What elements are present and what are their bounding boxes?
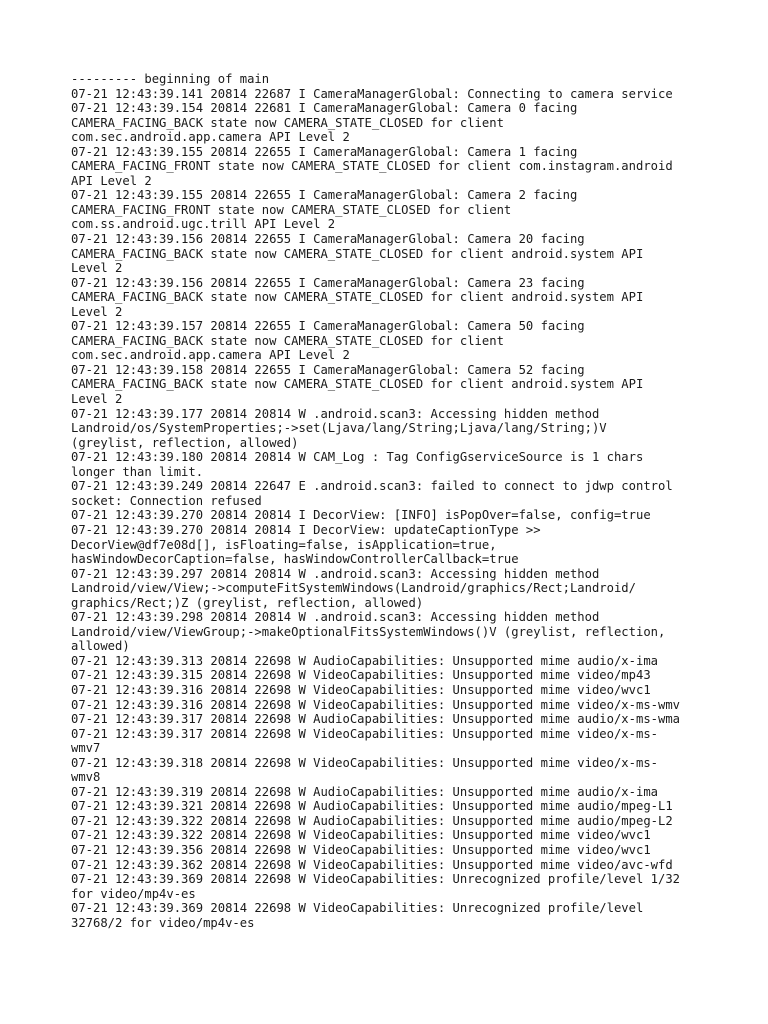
- log-line: 07-21 12:43:39.156 20814 22655 I CameraManagerGlobal: Camera 23 facing: [71, 275, 585, 290]
- log-line: 07-21 12:43:39.369 20814 22698 W VideoCapabilities: Unrecognized profile/level: [71, 901, 644, 916]
- log-line: 32768/2 for video/mp4v-es: [71, 915, 255, 930]
- log-line: DecorView@df7e08d[], isFloating=false, isApplication=true,: [71, 537, 497, 552]
- log-line: 07-21 12:43:39.157 20814 22655 I CameraManagerGlobal: Camera 50 facing: [71, 319, 585, 334]
- log-line: Landroid/view/ViewGroup;->makeOptionalFitsSystemWindows()V (greylist, reflection,: [71, 624, 666, 639]
- log-line: Level 2: [71, 392, 123, 407]
- log-line: 07-21 12:43:39.154 20814 22681 I CameraManagerGlobal: Camera 0 facing: [71, 101, 578, 116]
- log-line: (greylist, reflection, allowed): [71, 435, 299, 450]
- log-line: 07-21 12:43:39.270 20814 20814 I DecorView: [INFO] isPopOver=false, config=true: [71, 508, 651, 523]
- log-line: 07-21 12:43:39.369 20814 22698 W VideoCapabilities: Unrecognized profile/level 1/32: [71, 872, 681, 887]
- log-line: CAMERA_FACING_BACK state now CAMERA_STATE_CLOSED for client android.system API: [71, 290, 644, 305]
- log-line: 07-21 12:43:39.155 20814 22655 I CameraManagerGlobal: Camera 2 facing: [71, 188, 578, 203]
- log-line: 07-21 12:43:39.297 20814 20814 W .android.scan3: Accessing hidden method: [71, 566, 600, 581]
- log-line: --------- beginning of main: [71, 72, 270, 86]
- log-line: 07-21 12:43:39.298 20814 20814 W .android.scan3: Accessing hidden method: [71, 610, 600, 625]
- log-line: socket: Connection refused: [71, 493, 262, 508]
- log-line: 07-21 12:43:39.313 20814 22698 W AudioCapabilities: Unsupported mime audio/x-ima: [71, 653, 658, 668]
- log-line: 07-21 12:43:39.316 20814 22698 W VideoCapabilities: Unsupported mime video/x-ms-wmv: [71, 697, 681, 712]
- log-line: 07-21 12:43:39.270 20814 20814 I DecorView: updateCaptionType >>: [71, 522, 541, 537]
- log-line: 07-21 12:43:39.156 20814 22655 I CameraManagerGlobal: Camera 20 facing: [71, 232, 585, 247]
- log-line: 07-21 12:43:39.321 20814 22698 W AudioCapabilities: Unsupported mime audio/mpeg-L1: [71, 799, 673, 814]
- log-line: 07-21 12:43:39.322 20814 22698 W VideoCapabilities: Unsupported mime video/wvc1: [71, 828, 651, 843]
- log-line: wmv8: [71, 770, 101, 785]
- log-line: Level 2: [71, 261, 123, 276]
- log-line: com.sec.android.app.camera API Level 2: [71, 348, 350, 363]
- log-line: CAMERA_FACING_FRONT state now CAMERA_STATE_CLOSED for client com.instagram.android: [71, 159, 673, 174]
- log-line: 07-21 12:43:39.315 20814 22698 W VideoCapabilities: Unsupported mime video/mp43: [71, 668, 651, 683]
- log-text-block: [71, 72, 711, 930]
- log-line: Landroid/view/View;->computeFitSystemWindows(Landroid/graphics/Rect;Landroid/: [71, 581, 636, 596]
- log-line: CAMERA_FACING_BACK state now CAMERA_STATE_CLOSED for client android.system API: [71, 377, 644, 392]
- log-line: 07-21 12:43:39.362 20814 22698 W VideoCapabilities: Unsupported mime video/avc-wfd: [71, 857, 673, 872]
- log-line: Level 2: [71, 304, 123, 319]
- log-line: 07-21 12:43:39.141 20814 22687 I CameraManagerGlobal: Connecting to camera service: [71, 86, 673, 101]
- log-line: for video/mp4v-es: [71, 886, 196, 901]
- log-line: 07-21 12:43:39.180 20814 20814 W CAM_Log : Tag ConfigGserviceSource is 1 chars: [71, 450, 644, 465]
- log-line: com.ss.android.ugc.trill API Level 2: [71, 217, 336, 232]
- log-line: 07-21 12:43:39.158 20814 22655 I CameraManagerGlobal: Camera 52 facing: [71, 362, 585, 377]
- log-line: wmv7: [71, 741, 101, 756]
- log-line: 07-21 12:43:39.319 20814 22698 W AudioCapabilities: Unsupported mime audio/x-ima: [71, 784, 658, 799]
- log-line: graphics/Rect;)Z (greylist, reflection, allowed): [71, 595, 424, 610]
- log-line: longer than limit.: [71, 464, 204, 479]
- log-line: 07-21 12:43:39.155 20814 22655 I CameraManagerGlobal: Camera 1 facing: [71, 144, 578, 159]
- log-line: API Level 2: [71, 173, 152, 188]
- log-page: [71, 72, 711, 930]
- log-line: 07-21 12:43:39.356 20814 22698 W VideoCapabilities: Unsupported mime video/wvc1: [71, 842, 651, 857]
- log-line: hasWindowDecorCaption=false, hasWindowControllerCallback=true: [71, 552, 519, 567]
- log-line: 07-21 12:43:39.317 20814 22698 W VideoCapabilities: Unsupported mime video/x-ms-: [71, 726, 658, 741]
- log-line: Landroid/os/SystemProperties;->set(Ljava/lang/String;Ljava/lang/String;)V: [71, 421, 607, 436]
- log-line: 07-21 12:43:39.318 20814 22698 W VideoCapabilities: Unsupported mime video/x-ms-: [71, 755, 658, 770]
- log-line: CAMERA_FACING_BACK state now CAMERA_STATE_CLOSED for client: [71, 115, 504, 130]
- log-line: 07-21 12:43:39.249 20814 22647 E .android.scan3: failed to connect to jdwp control: [71, 479, 673, 494]
- log-line: CAMERA_FACING_BACK state now CAMERA_STATE_CLOSED for client: [71, 333, 504, 348]
- log-line: CAMERA_FACING_FRONT state now CAMERA_STATE_CLOSED for client: [71, 202, 512, 217]
- log-line: 07-21 12:43:39.322 20814 22698 W AudioCapabilities: Unsupported mime audio/mpeg-L2: [71, 813, 673, 828]
- log-line: com.sec.android.app.camera API Level 2: [71, 130, 350, 145]
- log-line: 07-21 12:43:39.317 20814 22698 W AudioCapabilities: Unsupported mime audio/x-ms-wma: [71, 712, 681, 727]
- log-line: CAMERA_FACING_BACK state now CAMERA_STATE_CLOSED for client android.system API: [71, 246, 644, 261]
- log-line: allowed): [71, 639, 130, 654]
- log-line: 07-21 12:43:39.316 20814 22698 W VideoCapabilities: Unsupported mime video/wvc1: [71, 682, 651, 697]
- log-line: 07-21 12:43:39.177 20814 20814 W .android.scan3: Accessing hidden method: [71, 406, 600, 421]
